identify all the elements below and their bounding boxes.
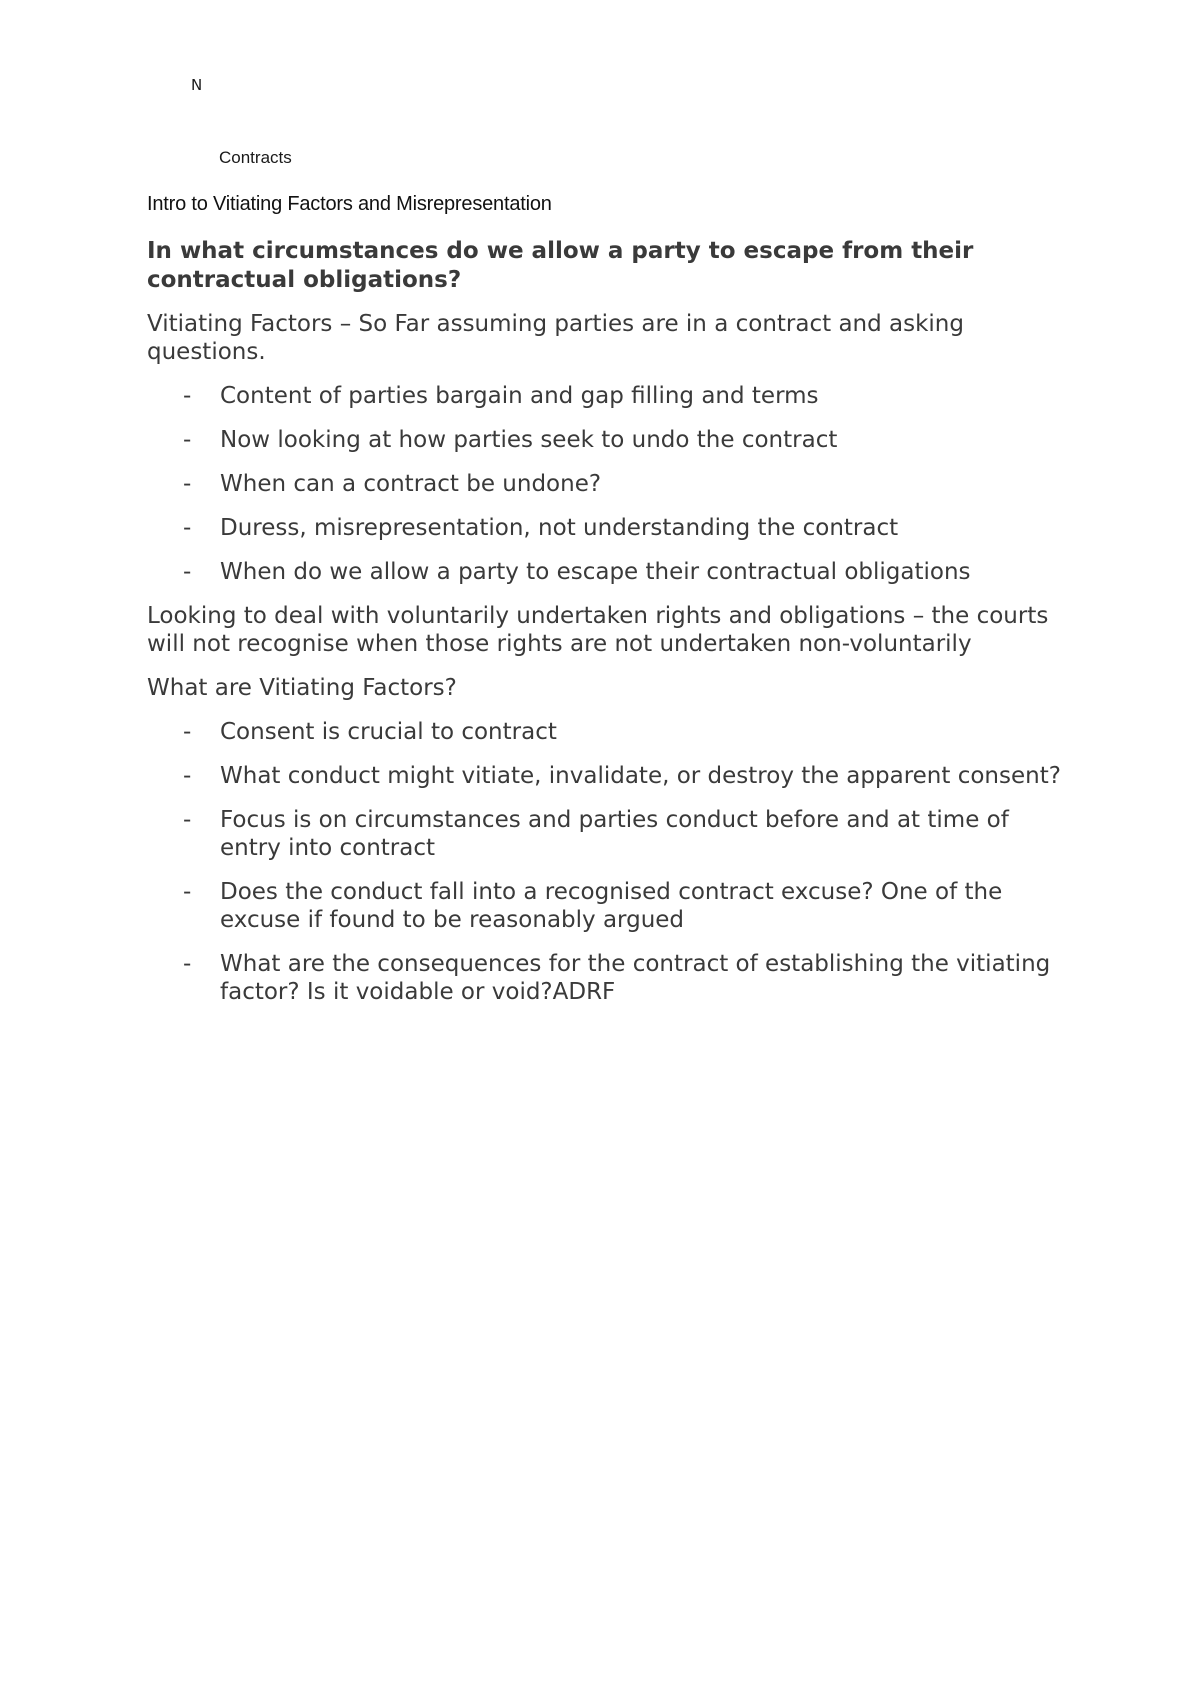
list-item xyxy=(147,878,1067,934)
list-item xyxy=(147,762,1067,790)
list-item xyxy=(147,514,1067,542)
list-item xyxy=(147,950,1067,1006)
list-item-text: Focus is on circumstances and parties conduct before and at time of entry into contract xyxy=(220,807,1009,861)
list-item xyxy=(147,470,1067,498)
document-body xyxy=(147,237,1067,1022)
bullet-dash: - xyxy=(183,515,192,541)
voluntary-paragraph: Looking to deal with voluntarily undertaken rights and obligations – the courts will not recognise when those rights are not undertaken non-voluntarily xyxy=(147,603,1049,657)
list-item-text: When do we allow a party to escape their contractual obligations xyxy=(220,559,971,585)
bullet-list-overview xyxy=(147,382,1067,586)
list-item xyxy=(147,426,1067,454)
list-item xyxy=(147,382,1067,410)
lecture-title: Intro to Vitiating Factors and Misrepresentation xyxy=(147,193,552,215)
list-item-text: Consent is crucial to contract xyxy=(220,719,557,745)
list-item-text: Content of parties bargain and gap filling and terms xyxy=(220,383,819,409)
list-item-text: Does the conduct fall into a recognised contract excuse? One of the excuse if found to be reasonably argued xyxy=(220,879,1003,933)
course-label: Contracts xyxy=(219,148,292,167)
bullet-dash: - xyxy=(183,807,192,833)
bullet-dash: - xyxy=(183,719,192,745)
intro-paragraph: Vitiating Factors – So Far assuming parties are in a contract and asking questions. xyxy=(147,311,964,365)
list-item xyxy=(147,718,1067,746)
list-item xyxy=(147,806,1067,862)
key-question: In what circumstances do we allow a party to escape from their contractual obligations? xyxy=(147,238,974,293)
bullet-dash: - xyxy=(183,383,192,409)
bullet-dash: - xyxy=(183,471,192,497)
bullet-dash: - xyxy=(183,763,192,789)
list-item-text: What are the consequences for the contract of establishing the vitiating factor? Is it voidable or void?ADRF xyxy=(220,951,1051,1005)
list-item-text: What conduct might vitiate, invalidate, or destroy the apparent consent? xyxy=(220,763,1061,789)
list-item-text: When can a contract be undone? xyxy=(220,471,602,497)
header-mark: N xyxy=(191,76,203,94)
vitiating-factors-heading: What are Vitiating Factors? xyxy=(147,675,457,701)
list-item-text: Duress, misrepresentation, not understanding the contract xyxy=(220,515,899,541)
bullet-dash: - xyxy=(183,951,192,977)
bullet-dash: - xyxy=(183,559,192,585)
bullet-dash: - xyxy=(183,879,192,905)
list-item xyxy=(147,558,1067,586)
list-item-text: Now looking at how parties seek to undo the contract xyxy=(220,427,838,453)
bullet-dash: - xyxy=(183,427,192,453)
bullet-list-vitiating-factors xyxy=(147,718,1067,1006)
